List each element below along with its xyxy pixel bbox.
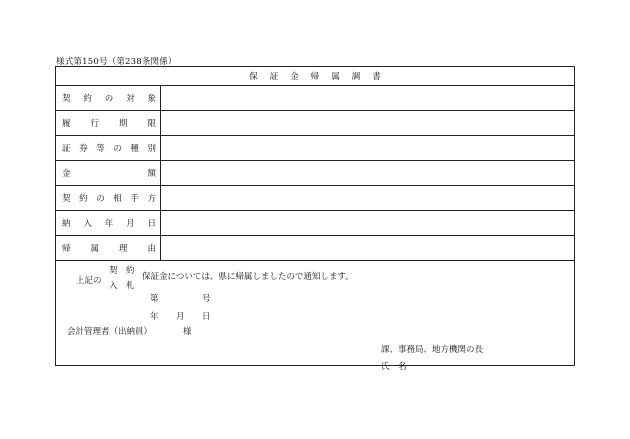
row-label-char: 契 (62, 194, 71, 204)
row-value-field[interactable] (161, 236, 574, 260)
form-title (56, 67, 574, 86)
row-label-char: 相 (113, 194, 122, 204)
notice-prefix: 上記の (76, 276, 102, 286)
row-label-char: 月 (126, 219, 135, 229)
row-value-field[interactable] (161, 186, 574, 210)
row-label (56, 186, 161, 210)
number-prefix: 第 (150, 294, 159, 304)
date-year: 年 (150, 312, 159, 322)
row-label (56, 136, 161, 160)
form-row (56, 211, 574, 236)
form-row (56, 111, 574, 136)
form-row (56, 136, 574, 161)
row-label-char: 金 (62, 169, 71, 179)
row-label-char: 証 (62, 144, 71, 154)
row-label-char: 象 (147, 94, 156, 104)
row-label (56, 161, 161, 185)
row-label-char: 帰 (62, 244, 71, 254)
row-label-char: 履 (62, 119, 71, 129)
row-label-char: 期 (118, 119, 128, 129)
row-label (56, 211, 161, 235)
title-char: 調 (351, 72, 361, 82)
row-label-char: 約 (83, 94, 92, 104)
form-row (56, 186, 574, 211)
form-row (56, 86, 574, 111)
row-label-char: 納 (62, 219, 71, 229)
row-label-char: 種 (130, 144, 139, 154)
row-label-char: 額 (147, 169, 156, 179)
number-suffix: 号 (202, 294, 211, 304)
option-bid: 入 札 (109, 281, 135, 291)
officer-title: 会計管理者（出納員） (67, 327, 153, 337)
row-value-field[interactable] (161, 211, 574, 235)
row-label-char: 由 (147, 244, 156, 254)
row-label (56, 111, 161, 135)
row-value-field[interactable] (161, 111, 574, 135)
row-value-field[interactable] (161, 86, 574, 110)
title-char: 書 (372, 72, 381, 82)
row-label-char: 等 (96, 144, 105, 154)
row-value-field[interactable] (161, 161, 574, 185)
form-row (56, 236, 574, 261)
row-label-char: 方 (147, 194, 156, 204)
row-label (56, 236, 161, 260)
honorific: 様 (183, 327, 192, 337)
row-label-char: 券 (79, 144, 88, 154)
row-label-char: の (113, 144, 122, 154)
row-label-char: 別 (147, 144, 156, 154)
row-label-char: 対 (126, 94, 135, 104)
row-label-char: の (96, 194, 105, 204)
issuer-organization: 課、事務局、地方機関の長 (381, 345, 484, 355)
title-char: 属 (331, 72, 340, 82)
row-label-char: の (104, 94, 114, 104)
row-label-char: 日 (147, 219, 156, 229)
title-char: 帰 (310, 72, 320, 82)
row-label-char: 入 (83, 219, 92, 229)
row-label-char: 行 (90, 119, 99, 129)
row-label-char: 年 (104, 219, 114, 229)
title-char: 金 (290, 72, 299, 82)
row-value-field[interactable] (161, 136, 574, 160)
row-label-char: 契 (62, 94, 71, 104)
row-label-char: 属 (90, 244, 99, 254)
notice-body: 保証金については、県に帰属しましたので通知します。 (142, 272, 354, 282)
issuer-name-label: 氏 名 (381, 362, 407, 372)
row-label-char: 約 (79, 194, 88, 204)
row-label (56, 86, 161, 110)
notice-section (56, 261, 574, 372)
form-row (56, 161, 574, 186)
title-char: 証 (269, 72, 279, 82)
date-day: 日 (202, 312, 211, 322)
row-label-char: 限 (147, 119, 156, 129)
form-table (55, 66, 575, 372)
row-label-char: 理 (118, 244, 128, 254)
row-label-char: 手 (130, 194, 139, 204)
form-number: 様式第150号（第238条関係） (56, 57, 177, 67)
option-contract: 契 約 (109, 266, 135, 276)
date-month: 月 (176, 312, 185, 322)
title-char: 保 (249, 72, 258, 82)
